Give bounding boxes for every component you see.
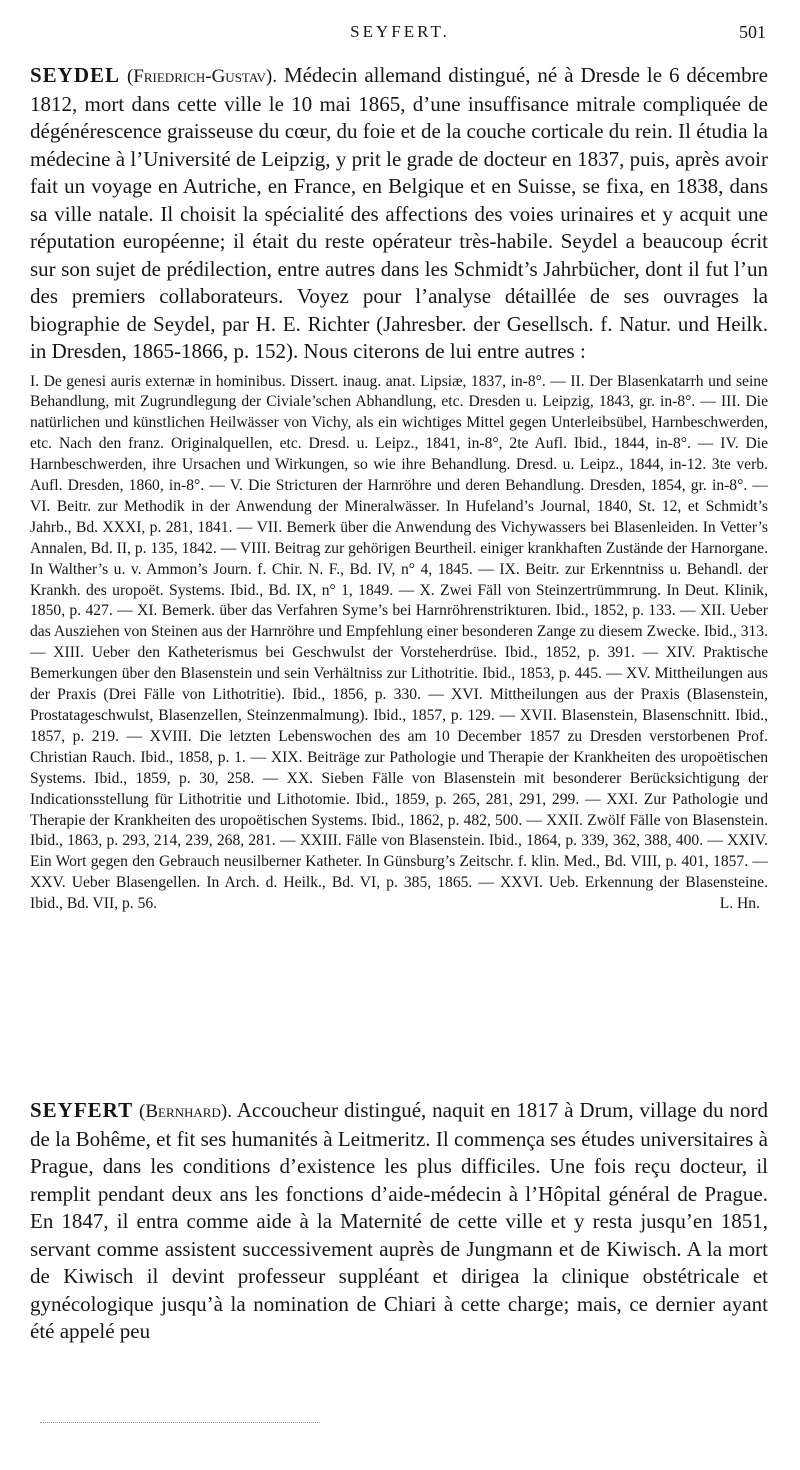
entry-seyfert-given-names: (Bernhard). <box>139 1101 232 1122</box>
entry-seydel-bibliography-text: I. De genesi auris externæ in hominibus. Dissert. inaug. anat. Lipsiæ, 1837, in-8°. — II. Der Blasenkatarrh und seine Behandlung, mit Zugrundlegung der Civiale’schen Abhandlung, etc. Dresden u. Leipzig, 1843, gr. in-8°. — III. Die natürlichen und künstlichen Heilwässer von Vichy, als ein wichtiges Mittel gegen Unterleibsübel, Harnbeschwerden, etc. Nach den franz. Originalquellen, etc. Dresd. u. Leipz., 1841, in-8°, 2te Aufl. Ibid., 1844, in-8°. — IV. Die Harnbeschwerden, ihre Ursachen und Wirkungen, so wie ihre Behandlung. Dresd. u. Leipz., 1844, in-12. 3te verb. Aufl. Dresden, 1860, in-8°. — V. Die Stricturen der Harnröhre und deren Behandlung. Dresden, 1854, gr. in-8°. — VI. Beitr. zur Methodik in der Anwendung der Mineralwässer. In Hufeland’s Journal, 1840, St. 12, et Schmidt’s Jahrb., Bd. XXXI, p. 281, 1841. — VII. Bemerk über die Anwendung des Vichywassers bei Blasenleiden. In Vetter’s Annalen, Bd. II, p. 135, 1842. — VIII. Beitrag zur gehörigen Beurtheil. einiger krankhaften Zustände der Harnorgane. In Walther’s u. v. Ammon’s Journ. f. Chir. N. F., Bd. IV, n° 4, 1845. — IX. Beitr. zur Erkenntniss u. Behandl. der Krankh. des uropoët. Systems. Ibid., Bd. IX, n° 1, 1849. — X. Zwei Fäll von Steinzertrümmrung. In Deut. Klinik, 1850, p. 427. — XI. Bemerk. über das Verfahren Syme’s bei Harnröhrenstrikturen. Ibid., 1852, p. 133. — XII. Ueber das Ausziehen von Steinen aus der Harnröhre und Empfehlung einer besonderen Zange zu diesem Zwecke. Ibid., 313. — XIII. Ueber den Katheterismus bei Geschwulst der Vorsteherdrüse. Ibid., 1852, p. 391. — XIV. Praktische Bemerkungen über den Blasenstein und sein Verhältniss zur Lithotritie. Ibid., 1853, p. 445. — XV. Mittheilungen aus der Praxis (Drei Fälle von Lithotritie). Ibid., 1856, p. 330. — XVI. Mittheilungen aus der Praxis (Blasenstein, Prostatageschwulst, Blasenzellen, Steinzenmalmung). Ibid., 1857, p. 129. — XVII. Blasenstein, Blasenschnitt. Ibid., 1857, p. 219. — XVIII. Die letzten Lebenswochen des am 10 December 1857 zu Dresden verstorbenen Prof. Christian Rauch. Ibid., 1858, p. 1. — XIX. Beiträge zur Pathologie und Therapie der Krankheiten des uropoëtischen Systems. Ibid., 1859, p. 30, 258. — XX. Sieben Fälle von Blasenstein mit besonderer Berücksichtigung der Indicationsstellung für Lithotritie und Lithotomie. Ibid., 1859, p. 265, 281, 291, 299. — XXI. Zur Pathologie und Therapie der Krankheiten des uropoëtischen Systems. Ibid., 1862, p. 482, 500. — XXII. Zwölf Fälle von Blasenstein. Ibid., 1863, p. 293, 214, 239, 268, 281. — XXIII. Fälle von Blasenstein. Ibid., 1864, p. 339, 362, 388, 400. — XXIV. Ein Wort gegen den Gebrauch neusilberner Katheter. In Günsburg’s Zeitschr. f. klin. Med., Bd. VIII, p. 401, 1857. — XXV. Ueber Blasengellen. In Arch. d. Heilk., Bd. VI, p. 385, 1865. — XXVI. Ueb. Erkennung der Blasensteine. Ibid., Bd. VII, p. 56. <box>30 372 768 913</box>
entry-seyfert-text: Accoucheur distingué, naquit en 1817 à Drum, village du nord de la Bohême, et fit ses humanités à Leitmeritz. Il commença ses études universitaires à Prague, dans les conditions d’existence les plus difficiles. Une fois reçu docteur, il remplit pendant deux ans les fonctions d’aide-médecin à l’Hôpital général de Prague. En 1847, il entra comme aide à la Maternité de cette ville et y resta jusqu’en 1851, servant comme assistent successivement auprès de Jungmann et de Kiwisch. A la mort de Kiwisch il devint professeur suppléant et dirigea la clinique obstétricale et gynécologique jusqu’à la nomination de Chiari à cette charge; mais, ce dernier ayant été appelé peu <box>30 1098 769 1343</box>
entry-seyfert-body <box>30 1097 768 1346</box>
entry-seyfert <box>30 1097 768 1346</box>
entry-seydel-headword: SEYDEL <box>30 63 121 87</box>
entry-seydel-text: Médecin allemand distingué, né à Dresde le 6 décembre 1812, mort dans cette ville le 10 mai 1865, d’une insuffisance mitrale compliquée de dégénérescence graisseuse du cœur, du foie et de la couche corticale du rein. Il étudia la médecine à l’Université de Leipzig, y prit le grade de docteur en 1837, puis, après avoir fait un voyage en Autriche, en France, en Belgique et en Suisse, se fixa, en 1838, dans sa ville natale. Il choisit la spécialité des affections des voies urinaires et y acquit une réputation européenne; il était du reste opérateur très-habile. Seydel a beaucoup écrit sur son sujet de prédilection, entre autres dans les Schmidt’s Jahrbücher, dont il fut l’un des premiers collaborateurs. Voyez pour l’analyse détaillée de ses ouvrages la biographie de Seydel, par H. E. Richter (Jahresber. der Gesellsch. f. Natur. und Heilk. in Dresden, 1865-1866, p. 152). Nous citerons de lui entre autres : <box>30 63 768 363</box>
entry-seydel-bibliography <box>30 372 768 916</box>
entry-seydel-body <box>30 62 768 366</box>
running-title: SEYFERT. <box>350 22 450 41</box>
page-number: 501 <box>739 22 766 42</box>
entry-seydel-given-names: (Friedrich-Gustav). <box>126 66 277 87</box>
entry-seydel-signature: L. Hn. <box>719 895 760 913</box>
footer-dotted-rule <box>40 1422 320 1423</box>
entry-seydel <box>30 62 768 915</box>
entry-seyfert-headword: SEYFERT <box>30 1098 134 1122</box>
running-header <box>0 22 800 46</box>
